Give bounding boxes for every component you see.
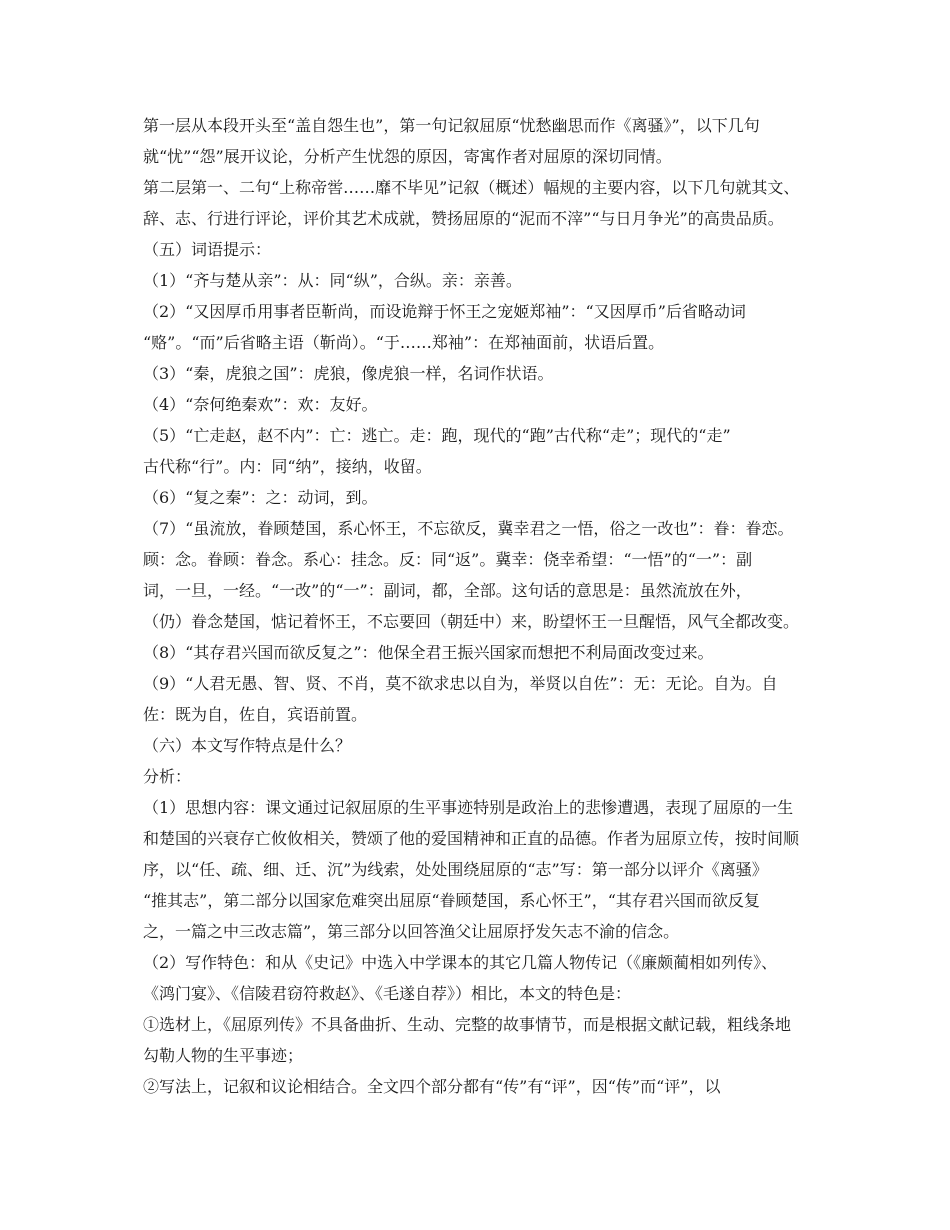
text-line: 《鸿门宴》、《信陵君窃符救赵》、《毛遂自荐》）相比，本文的特色是： (143, 984, 632, 1003)
text-line: 第二层第一、二句“上称帝喾……靡不毕见”记叙（概述）幅规的主要内容，以下几句就其文、 (143, 178, 800, 197)
text-line: 佐：既为自，佐自，宾语前置。 (143, 705, 368, 724)
text-line: 序，以“任、疏、细、迁、沉”为线索，处处围绕屈原的“志”写：第一部分以评介《离骚》 (143, 860, 768, 879)
text-line: （8）“其存君兴国而欲反复之”：他保全君王振兴国家而想把不利局面改变过来。 (143, 643, 714, 662)
text-line: 勾勒人物的生平事迹； (143, 1046, 304, 1065)
text-line: （1）“齐与楚从亲”：从：同“纵”，合纵。亲：亲善。 (143, 271, 522, 290)
text-line: ①选材上，《屈原列传》不具备曲折、生动、完整的故事情节，而是根据文献记载，粗线条地 (143, 1015, 792, 1034)
text-line: （5）“亡走赵，赵不内”：亡：逃亡。走：跑，现代的“跑”古代称“走”；现代的“走” (143, 426, 731, 445)
text-line: 辞、志、行进行评论，评价其艺术成就，赞扬屈原的“泥而不滓”“与日月争光”的高贵品质。 (143, 209, 784, 228)
text-line: 就“忧”“怨”展开议论，分析产生忧怨的原因，寄寓作者对屈原的深切同情。 (143, 147, 672, 166)
section-heading: （五）词语提示： (143, 240, 272, 259)
text-line: “推其志”，第二部分以国家危难突出屈原“眷顾楚国，系心怀王”，“其存君兴国而欲反复 (143, 891, 760, 910)
text-line: 第一层从本段开头至“盖自怨生也”，第一句记叙屈原“忧愁幽思而作《离骚》”，以下几句 (143, 116, 760, 135)
text-line: （仍）眷念楚国，惦记着怀王，不忘要回（朝廷中）来，盼望怀王一旦醒悟，风气全都改变。 (143, 612, 800, 631)
text-line: （2）写作特色：和从《史记》中选入中学课本的其它几篇人物传记（《廉颇蔺相如列传》、 (143, 953, 778, 972)
text-line: “赂”。“而”后省略主语（靳尚）。“于……郑袖”：在郑袖面前，状语后置。 (143, 333, 665, 352)
text-line: 之，一篇之中三改志篇”，第三部分以回答渔父让屈原抒发矢志不渝的信念。 (143, 922, 680, 941)
text-line: （1）思想内容：课文通过记叙屈原的生平事迹特别是政治上的悲惨遭遇，表现了屈原的一生 (143, 798, 794, 817)
text-line: （2）“又因厚币用事者臣靳尚，而设诡辩于怀王之宠姬郑袖”：“又因厚币”后省略动词 (143, 302, 746, 321)
section-heading: （六）本文写作特点是什么？ (143, 736, 352, 755)
text-line: （4）“奈何绝秦欢”：欢：友好。 (143, 395, 378, 414)
text-line: 古代称“行”。内：同“纳”，接纳，收留。 (143, 457, 432, 476)
text-line: 词，一旦，一经。“一改”的“一”：副词，都，全部。这句话的意思是：虽然流放在外， (143, 581, 752, 600)
document-body (143, 110, 823, 1102)
text-line: 顾：念。眷顾：眷念。系心：挂念。反：同“返”。冀幸：侥幸希望：“一悟”的“一”：副 (143, 550, 753, 569)
text-line: ②写法上，记叙和议论相结合。全文四个部分都有“传”有“评”，因“传”而“评”，以 (143, 1077, 721, 1096)
text-line: （6）“复之秦”：之：动词，到。 (143, 488, 378, 507)
text-line: （9）“人君无愚、智、贤、不肖，莫不欲求忠以自为，举贤以自佐”：无：无论。自为。自 (143, 674, 778, 693)
text-line: （7）“虽流放，眷顾楚国，系心怀王，不忘欲反，冀幸君之一悟，俗之一改也”：眷：眷恋。 (143, 519, 794, 538)
text-line: 和楚国的兴衰存亡攸攸相关，赞颂了他的爱国精神和正直的品德。作者为屈原立传，按时间顺 (143, 829, 800, 848)
text-line: （3）“秦，虎狼之国”：虎狼，像虎狼一样，名词作状语。 (143, 364, 554, 383)
text-line: 分析： (143, 767, 192, 786)
